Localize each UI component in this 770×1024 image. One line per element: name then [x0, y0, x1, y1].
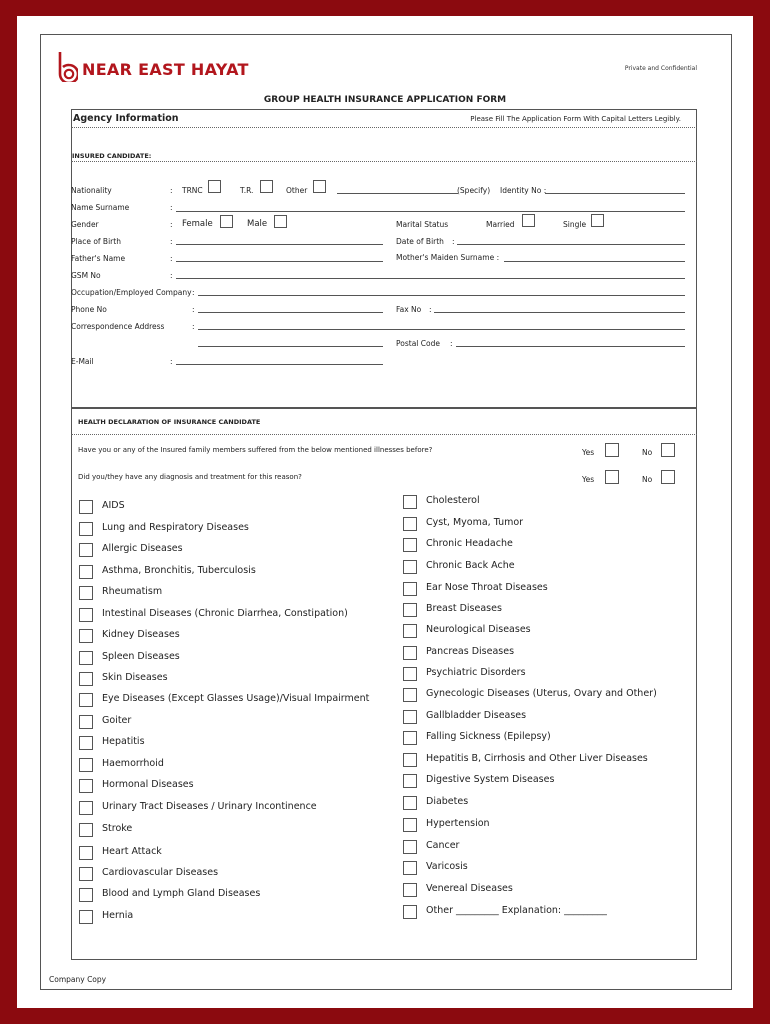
disease-checkbox[interactable] — [403, 731, 417, 745]
disease-label: Gynecologic Diseases (Uterus, Ovary and Other) — [426, 688, 657, 699]
disease-label: Chronic Back Ache — [426, 560, 515, 571]
email-field[interactable] — [176, 364, 383, 365]
disease-checkbox[interactable] — [79, 629, 93, 643]
birth-place-label: Place of Birth — [71, 237, 121, 246]
disease-label: Cyst, Myoma, Tumor — [426, 517, 524, 528]
married-label: Married — [486, 220, 515, 229]
disease-checkbox[interactable] — [79, 736, 93, 750]
disease-label: Breast Diseases — [426, 603, 502, 614]
disease-label: Asthma, Bronchitis, Tuberculosis — [102, 565, 256, 576]
insured-section — [71, 128, 697, 408]
disease-label: Hormonal Diseases — [102, 779, 194, 790]
disease-checkbox[interactable] — [403, 646, 417, 660]
disease-checkbox[interactable] — [403, 624, 417, 638]
postal-field[interactable] — [456, 346, 685, 347]
disease-label: Intestinal Diseases (Chronic Diarrhea, Constipation) — [102, 608, 348, 619]
colon: : — [170, 271, 173, 280]
birth-date-label: Date of Birth — [396, 237, 444, 246]
disease-checkbox[interactable] — [79, 715, 93, 729]
disease-label: Blood and Lymph Gland Diseases — [102, 888, 261, 899]
q1-yes-checkbox[interactable] — [605, 443, 619, 457]
mother-label: Mother's Maiden Surname : — [396, 253, 500, 262]
phone-label: Phone No — [71, 305, 107, 314]
disease-label: Cholesterol — [426, 495, 480, 506]
disease-checkbox[interactable] — [79, 543, 93, 557]
trnc-label: TRNC — [182, 186, 203, 195]
disease-checkbox[interactable] — [403, 905, 417, 919]
single-label: Single — [563, 220, 587, 229]
disease-checkbox[interactable] — [403, 582, 417, 596]
disease-label: Lung and Respiratory Diseases — [102, 522, 249, 533]
disease-label: Cardiovascular Diseases — [102, 867, 219, 878]
female-checkbox[interactable] — [220, 215, 233, 228]
disease-label: Kidney Diseases — [102, 629, 180, 640]
trnc-checkbox[interactable] — [208, 180, 221, 193]
disease-checkbox[interactable] — [79, 586, 93, 600]
identity-field[interactable] — [545, 193, 685, 194]
occupation-label: Occupation/Employed Company — [71, 288, 192, 297]
disease-checkbox[interactable] — [79, 651, 93, 665]
disease-checkbox[interactable] — [403, 883, 417, 897]
disease-checkbox[interactable] — [403, 603, 417, 617]
question-illnesses: Have you or any of the Insured family members suffered from the below mentioned illnesses before? — [78, 446, 433, 454]
disease-checkbox[interactable] — [403, 560, 417, 574]
near-east-logo-icon — [56, 50, 78, 82]
disease-checkbox[interactable] — [79, 693, 93, 707]
disease-checkbox[interactable] — [403, 495, 417, 509]
tr-label: T.R. — [240, 186, 254, 195]
q2-no-checkbox[interactable] — [661, 470, 675, 484]
birth-date-field[interactable] — [457, 244, 685, 245]
disease-label: Skin Diseases — [102, 672, 168, 683]
disease-checkbox[interactable] — [79, 867, 93, 881]
disease-label: Pancreas Diseases — [426, 646, 515, 657]
disease-label: AIDS — [102, 500, 125, 511]
disease-label: Hypertension — [426, 818, 490, 829]
agency-title: Agency Information — [73, 113, 179, 124]
disease-checkbox[interactable] — [79, 801, 93, 815]
disease-label: Goiter — [102, 715, 132, 726]
colon: : — [192, 305, 195, 314]
disease-checkbox[interactable] — [79, 888, 93, 902]
disease-checkbox[interactable] — [79, 758, 93, 772]
colon: : — [170, 220, 173, 229]
disease-label: Stroke — [102, 823, 133, 834]
occupation-field[interactable] — [198, 295, 685, 296]
married-checkbox[interactable] — [522, 214, 535, 227]
disease-label: Rheumatism — [102, 586, 163, 597]
disease-checkbox[interactable] — [79, 846, 93, 860]
health-section-title: HEALTH DECLARATION OF INSURANCE CANDIDATE — [78, 418, 261, 426]
disease-label: Cancer — [426, 840, 460, 851]
identity-label: Identity No : — [500, 186, 547, 195]
gsm-field[interactable] — [176, 278, 685, 279]
disease-checkbox[interactable] — [403, 753, 417, 767]
q2-yes-checkbox[interactable] — [605, 470, 619, 484]
specify-label: (Specify) — [457, 186, 491, 195]
disease-label: Gallbladder Diseases — [426, 710, 527, 721]
single-checkbox[interactable] — [591, 214, 604, 227]
disease-label: Neurological Diseases — [426, 624, 531, 635]
disease-label: Chronic Headache — [426, 538, 513, 549]
disease-checkbox[interactable] — [403, 861, 417, 875]
disease-checkbox[interactable] — [403, 796, 417, 810]
father-field[interactable] — [176, 261, 383, 262]
yes-label: Yes — [582, 475, 595, 484]
disease-label: Digestive System Diseases — [426, 774, 555, 785]
male-label: Male — [247, 219, 268, 229]
disease-checkbox[interactable] — [79, 910, 93, 924]
colon: : — [170, 203, 173, 212]
disease-label: Varicosis — [426, 861, 468, 872]
disease-checkbox[interactable] — [79, 565, 93, 579]
gsm-label: GSM No — [71, 271, 101, 280]
disease-label: Heart Attack — [102, 846, 162, 857]
disease-checkbox[interactable] — [403, 688, 417, 702]
disease-checkbox[interactable] — [403, 774, 417, 788]
colon: : — [170, 357, 173, 366]
no-label: No — [642, 475, 653, 484]
disease-label: Falling Sickness (Epilepsy) — [426, 731, 551, 742]
colon: : — [192, 322, 195, 331]
disease-checkbox[interactable] — [403, 538, 417, 552]
q1-no-checkbox[interactable] — [661, 443, 675, 457]
question-treatment: Did you/they have any diagnosis and treatment for this reason? — [78, 473, 302, 481]
email-label: E-Mail — [71, 357, 94, 366]
disease-label: Spleen Diseases — [102, 651, 180, 662]
divider — [71, 161, 697, 162]
insured-section-title: INSURED CANDIDATE: — [72, 152, 152, 160]
postal-label: Postal Code — [396, 339, 440, 348]
disease-checkbox[interactable] — [79, 608, 93, 622]
male-checkbox[interactable] — [274, 215, 287, 228]
disease-label: Hepatitis — [102, 736, 145, 747]
disease-label: Diabetes — [426, 796, 469, 807]
disease-checkbox[interactable] — [403, 667, 417, 681]
disease-checkbox[interactable] — [403, 517, 417, 531]
marital-label: Marital Status — [396, 220, 449, 229]
disease-checkbox[interactable] — [79, 522, 93, 536]
disease-label: Hepatitis B, Cirrhosis and Other Liver Diseases — [426, 753, 648, 764]
name-field[interactable] — [176, 211, 685, 212]
female-label: Female — [182, 219, 213, 229]
form-title: GROUP HEALTH INSURANCE APPLICATION FORM — [263, 95, 507, 105]
divider — [71, 434, 697, 435]
disease-label: Other _________ Explanation: _________ — [426, 905, 607, 916]
birth-place-field[interactable] — [176, 244, 383, 245]
disease-label: Eye Diseases (Except Glasses Usage)/Visual Impairment — [102, 693, 370, 704]
colon: : — [170, 186, 173, 195]
disease-checkbox[interactable] — [403, 710, 417, 724]
father-label: Father's Name — [71, 254, 126, 263]
gender-label: Gender — [71, 220, 99, 229]
phone-field[interactable] — [198, 312, 383, 313]
disease-checkbox[interactable] — [79, 779, 93, 793]
name-label: Name Surname — [71, 203, 130, 212]
colon: : — [450, 339, 453, 348]
disease-checkbox[interactable] — [79, 823, 93, 837]
disease-label: Venereal Diseases — [426, 883, 513, 894]
yes-label: Yes — [582, 448, 595, 457]
fax-field[interactable] — [434, 312, 685, 313]
fax-label: Fax No — [396, 305, 422, 314]
no-label: No — [642, 448, 653, 457]
disease-label: Urinary Tract Diseases / Urinary Incontinence — [102, 801, 317, 812]
disease-label: Hernia — [102, 910, 134, 921]
tr-checkbox[interactable] — [260, 180, 273, 193]
nationality-label: Nationality — [71, 186, 112, 195]
address-label: Correspondence Address — [71, 322, 165, 331]
disease-label: Haemorrhoid — [102, 758, 164, 769]
other-nationality-checkbox[interactable] — [313, 180, 326, 193]
address-field-2[interactable] — [198, 346, 383, 347]
other-nationality-label: Other — [286, 186, 308, 195]
colon: : — [429, 305, 432, 314]
mother-field[interactable] — [504, 261, 685, 262]
disease-label: Psychiatric Disorders — [426, 667, 526, 678]
colon: : — [452, 237, 455, 246]
disease-checkbox[interactable] — [79, 500, 93, 514]
confidential-note: Private and Confidential — [624, 65, 697, 72]
colon: : — [192, 288, 195, 297]
agency-note: Please Fill The Application Form With Capital Letters Legibly. — [470, 115, 681, 123]
specify-field[interactable] — [337, 193, 458, 194]
disease-checkbox[interactable] — [403, 840, 417, 854]
company-copy-label: Company Copy — [49, 975, 107, 984]
disease-label: Allergic Diseases — [102, 543, 183, 554]
address-field[interactable] — [198, 329, 685, 330]
colon: : — [170, 237, 173, 246]
brand-name: NEAR EAST HAYAT — [82, 60, 249, 79]
disease-checkbox[interactable] — [79, 672, 93, 686]
disease-label: Ear Nose Throat Diseases — [426, 582, 548, 593]
disease-checkbox[interactable] — [403, 818, 417, 832]
colon: : — [170, 254, 173, 263]
